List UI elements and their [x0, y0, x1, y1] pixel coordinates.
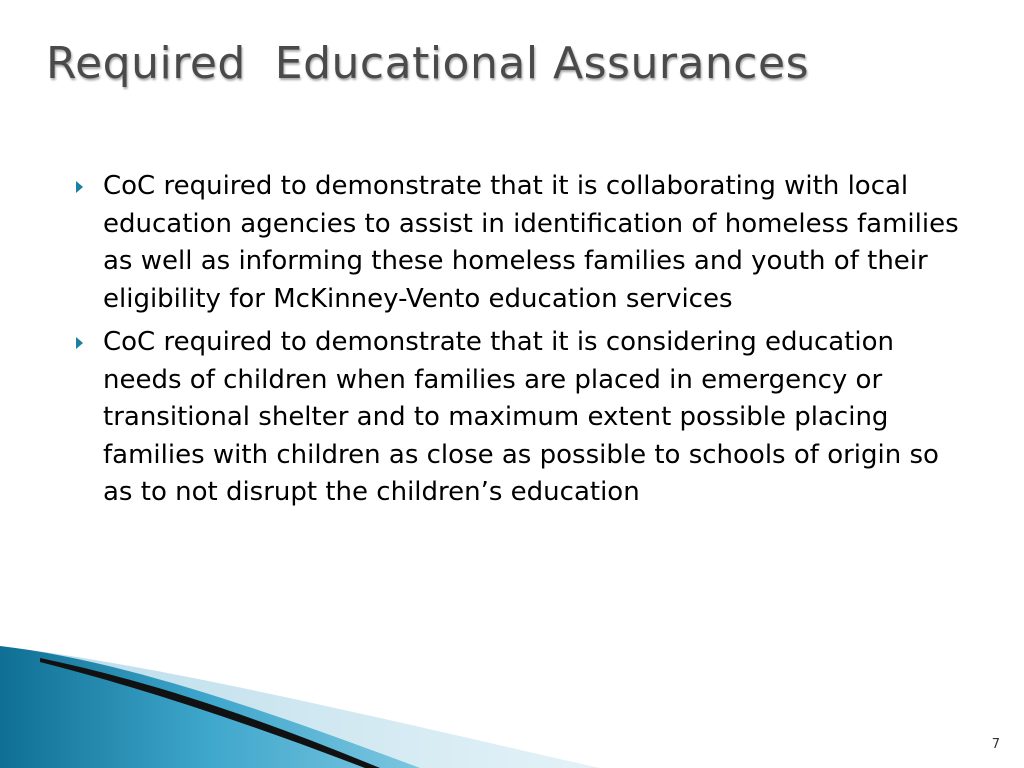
triangle-bullet-icon [76, 181, 83, 193]
bullet-item [76, 168, 966, 318]
page-number: 7 [991, 737, 1000, 752]
bullet-list [76, 168, 966, 518]
bullet-item [76, 324, 966, 512]
triangle-bullet-icon [76, 337, 83, 349]
footer-wave-decoration [0, 638, 1024, 768]
bullet-text: CoC required to demonstrate that it is considering education needs of children when families are placed in emergency or transitional shelter and to maximum extent possible placing families with children as close as possible to schools of origin so as to not disrupt the children’s education [103, 327, 939, 507]
bullet-text: CoC required to demonstrate that it is collaborating with local education agencies to assist in identification of homeless families as well as informing these homeless families and youth of their eligibility for McKinney-Vento education services [103, 171, 959, 314]
slide-title: Required Educational Assurances [46, 38, 809, 89]
